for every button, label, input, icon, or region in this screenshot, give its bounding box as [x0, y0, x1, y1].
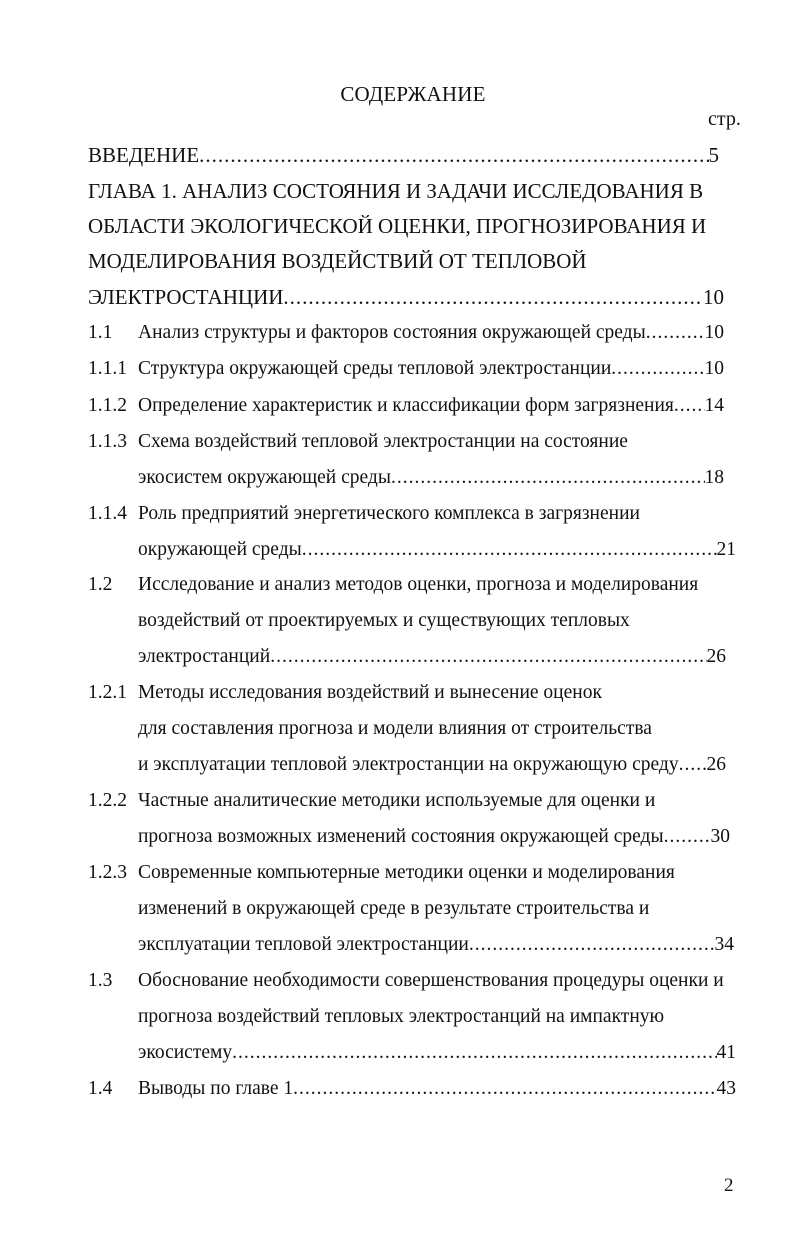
- toc-dot-leader: [270, 643, 706, 671]
- toc-entry-intro[interactable]: [0, 141, 798, 169]
- toc-chapter1-line1[interactable]: [0, 177, 798, 205]
- toc-entry-1-2-3-cont1: [0, 895, 798, 923]
- toc-entry-leader: [138, 751, 726, 779]
- page-title: СОДЕРЖАНИЕ: [340, 82, 486, 106]
- toc-entry-leader: [138, 464, 724, 492]
- toc-entry-1-3[interactable]: [0, 967, 798, 995]
- toc-entry-title: и эксплуатации тепловой электростанции на окружающую среду: [138, 754, 679, 775]
- toc-dot-leader: [664, 823, 711, 851]
- toc-entry-title: Выводы по главе 1: [138, 1078, 294, 1099]
- toc-entry-title: Исследование и анализ методов оценки, прогноза и моделирования: [138, 574, 699, 595]
- toc-entry-title: прогноза возможных изменений состояния окружающей среды: [138, 826, 664, 847]
- toc-entry-1-3-cont2: [0, 1039, 798, 1067]
- toc-entry-title: ВВЕДЕНИЕ: [88, 143, 200, 167]
- page-number: 2: [724, 1175, 734, 1196]
- toc-entry-1-2-1-cont2: [0, 751, 798, 779]
- toc-entry-leader: [138, 1039, 736, 1067]
- toc-dot-leader: [646, 319, 705, 347]
- toc-entry-title: Определение характеристик и классификации форм загрязнения: [138, 395, 674, 416]
- toc-entry-leader: [138, 823, 730, 851]
- toc-entry-1-2-2[interactable]: [0, 787, 798, 815]
- toc-entry-leader: [138, 392, 724, 420]
- toc-entry-1-2-1-cont1: [0, 715, 798, 743]
- toc-dot-leader: [391, 464, 705, 492]
- toc-entry-leader: [138, 643, 726, 671]
- toc-section-number: 1.2.1: [88, 682, 127, 703]
- toc-dot-leader: [679, 751, 707, 779]
- toc-page-number: 5: [708, 143, 719, 167]
- toc-entry-1-4[interactable]: [0, 1075, 798, 1103]
- toc-entry-title: ОБЛАСТИ ЭКОЛОГИЧЕСКОЙ ОЦЕНКИ, ПРОГНОЗИРОВАНИЯ И: [88, 214, 707, 238]
- toc-entry-1-1-4-cont: [0, 536, 798, 564]
- toc-entry-1-2-2-cont: [0, 823, 798, 851]
- toc-entry-title: воздействий от проектируемых и существующих тепловых: [138, 610, 630, 631]
- toc-chapter1-line3: [0, 247, 798, 275]
- toc-page-number: 10: [704, 322, 724, 343]
- toc-page-number: 21: [716, 539, 736, 560]
- toc-entry-leader: [138, 931, 734, 959]
- toc-entry-1-1-1[interactable]: [0, 355, 798, 383]
- toc-entry-title: Обоснование необходимости совершенствования процедуры оценки и: [138, 970, 724, 991]
- toc-entry-1-1-4[interactable]: [0, 500, 798, 528]
- toc-entry-leader: [138, 1075, 736, 1103]
- toc-entry-title: окружающей среды: [138, 539, 302, 560]
- toc-entry-1-1-3-cont: [0, 464, 798, 492]
- toc-entry-title: Анализ структуры и факторов состояния окружающей среды: [138, 322, 646, 343]
- toc-entry-1-3-cont1: [0, 1003, 798, 1031]
- toc-entry-1-1[interactable]: [0, 319, 798, 347]
- toc-entry-intro-leader: [88, 141, 719, 169]
- toc-entry-title: Методы исследования воздействий и вынесение оценок: [138, 682, 602, 703]
- toc-page-number: 10: [704, 358, 724, 379]
- toc-entry-1-2-cont2: [0, 643, 798, 671]
- toc-dot-leader: [674, 392, 705, 420]
- toc-entry-title: экосистем окружающей среды: [138, 467, 391, 488]
- toc-entry-1-2-cont1: [0, 607, 798, 635]
- toc-entry-title: прогноза воздействий тепловых электростанций на импактную: [138, 1006, 665, 1027]
- toc-entry-title: Современные компьютерные методики оценки и моделирования: [138, 862, 675, 883]
- toc-entry-1-2-3[interactable]: [0, 859, 798, 887]
- toc-entry-leader: [138, 536, 736, 564]
- toc-section-number: 1.2: [88, 574, 113, 595]
- toc-dot-leader: [283, 283, 703, 311]
- toc-page-number: 41: [716, 1042, 736, 1063]
- toc-entry-title: Схема воздействий тепловой электростанции на состояние: [138, 431, 628, 452]
- toc-entry-title: Структура окружающей среды тепловой электростанции: [138, 358, 612, 379]
- toc-entry-title: Частные аналитические методики используемые для оценки и: [138, 790, 656, 811]
- toc-page-number: 14: [704, 395, 724, 416]
- toc-entry-1-2-1[interactable]: [0, 679, 798, 707]
- toc-section-number: 1.1.3: [88, 431, 127, 452]
- toc-entry-1-2-3-cont2: [0, 931, 798, 959]
- toc-section-number: 1.1: [88, 322, 113, 343]
- toc-entry-title: ЭЛЕКТРОСТАНЦИИ: [88, 285, 284, 309]
- toc-section-number: 1.1.4: [88, 503, 127, 524]
- toc-dot-leader: [199, 141, 708, 169]
- page-column-label: стр.: [708, 108, 741, 130]
- toc-entry-title: эксплуатации тепловой электростанции: [138, 934, 469, 955]
- toc-dot-leader: [469, 931, 715, 959]
- toc-dot-leader: [293, 1075, 716, 1103]
- toc-page-number: 43: [716, 1078, 736, 1099]
- toc-dot-leader: [611, 355, 704, 383]
- toc-dot-leader: [232, 1039, 716, 1067]
- toc-section-number: 1.2.2: [88, 790, 127, 811]
- toc-section-number: 1.2.3: [88, 862, 127, 883]
- toc-entry-title: МОДЕЛИРОВАНИЯ ВОЗДЕЙСТВИЙ ОТ ТЕПЛОВОЙ: [88, 249, 587, 273]
- toc-page-number: 26: [706, 754, 726, 775]
- toc-entry-1-1-2[interactable]: [0, 392, 798, 420]
- toc-page-number: 34: [714, 934, 734, 955]
- toc-entry-title: электростанций: [138, 646, 271, 667]
- toc-chapter1-line2: [0, 212, 798, 240]
- toc-entry-1-1-3[interactable]: [0, 428, 798, 456]
- toc-dot-leader: [302, 536, 717, 564]
- toc-entry-leader: [138, 319, 724, 347]
- toc-entry-title: ГЛАВА 1. АНАЛИЗ СОСТОЯНИЯ И ЗАДАЧИ ИССЛЕДОВАНИЯ В: [88, 179, 704, 203]
- toc-chapter1-leader: [88, 283, 724, 311]
- toc-entry-title: изменений в окружающей среде в результате строительства и: [138, 898, 650, 919]
- toc-section-number: 1.3: [88, 970, 113, 991]
- toc-chapter1-line4: [0, 283, 798, 311]
- toc-entry-title: Роль предприятий энергетического комплекса в загрязнении: [138, 503, 640, 524]
- toc-section-number: 1.1.1: [88, 358, 127, 379]
- toc-entry-title: для составления прогноза и модели влияния от строительства: [138, 718, 652, 739]
- toc-section-number: 1.1.2: [88, 395, 127, 416]
- toc-page-number: 18: [704, 467, 724, 488]
- toc-page-number: 30: [710, 826, 730, 847]
- toc-page-number: 10: [703, 285, 724, 309]
- toc-entry-1-2[interactable]: [0, 571, 798, 599]
- toc-entry-leader: [138, 355, 724, 383]
- toc-section-number: 1.4: [88, 1078, 113, 1099]
- toc-page-number: 26: [706, 646, 726, 667]
- toc-entry-title: экосистему: [138, 1042, 233, 1063]
